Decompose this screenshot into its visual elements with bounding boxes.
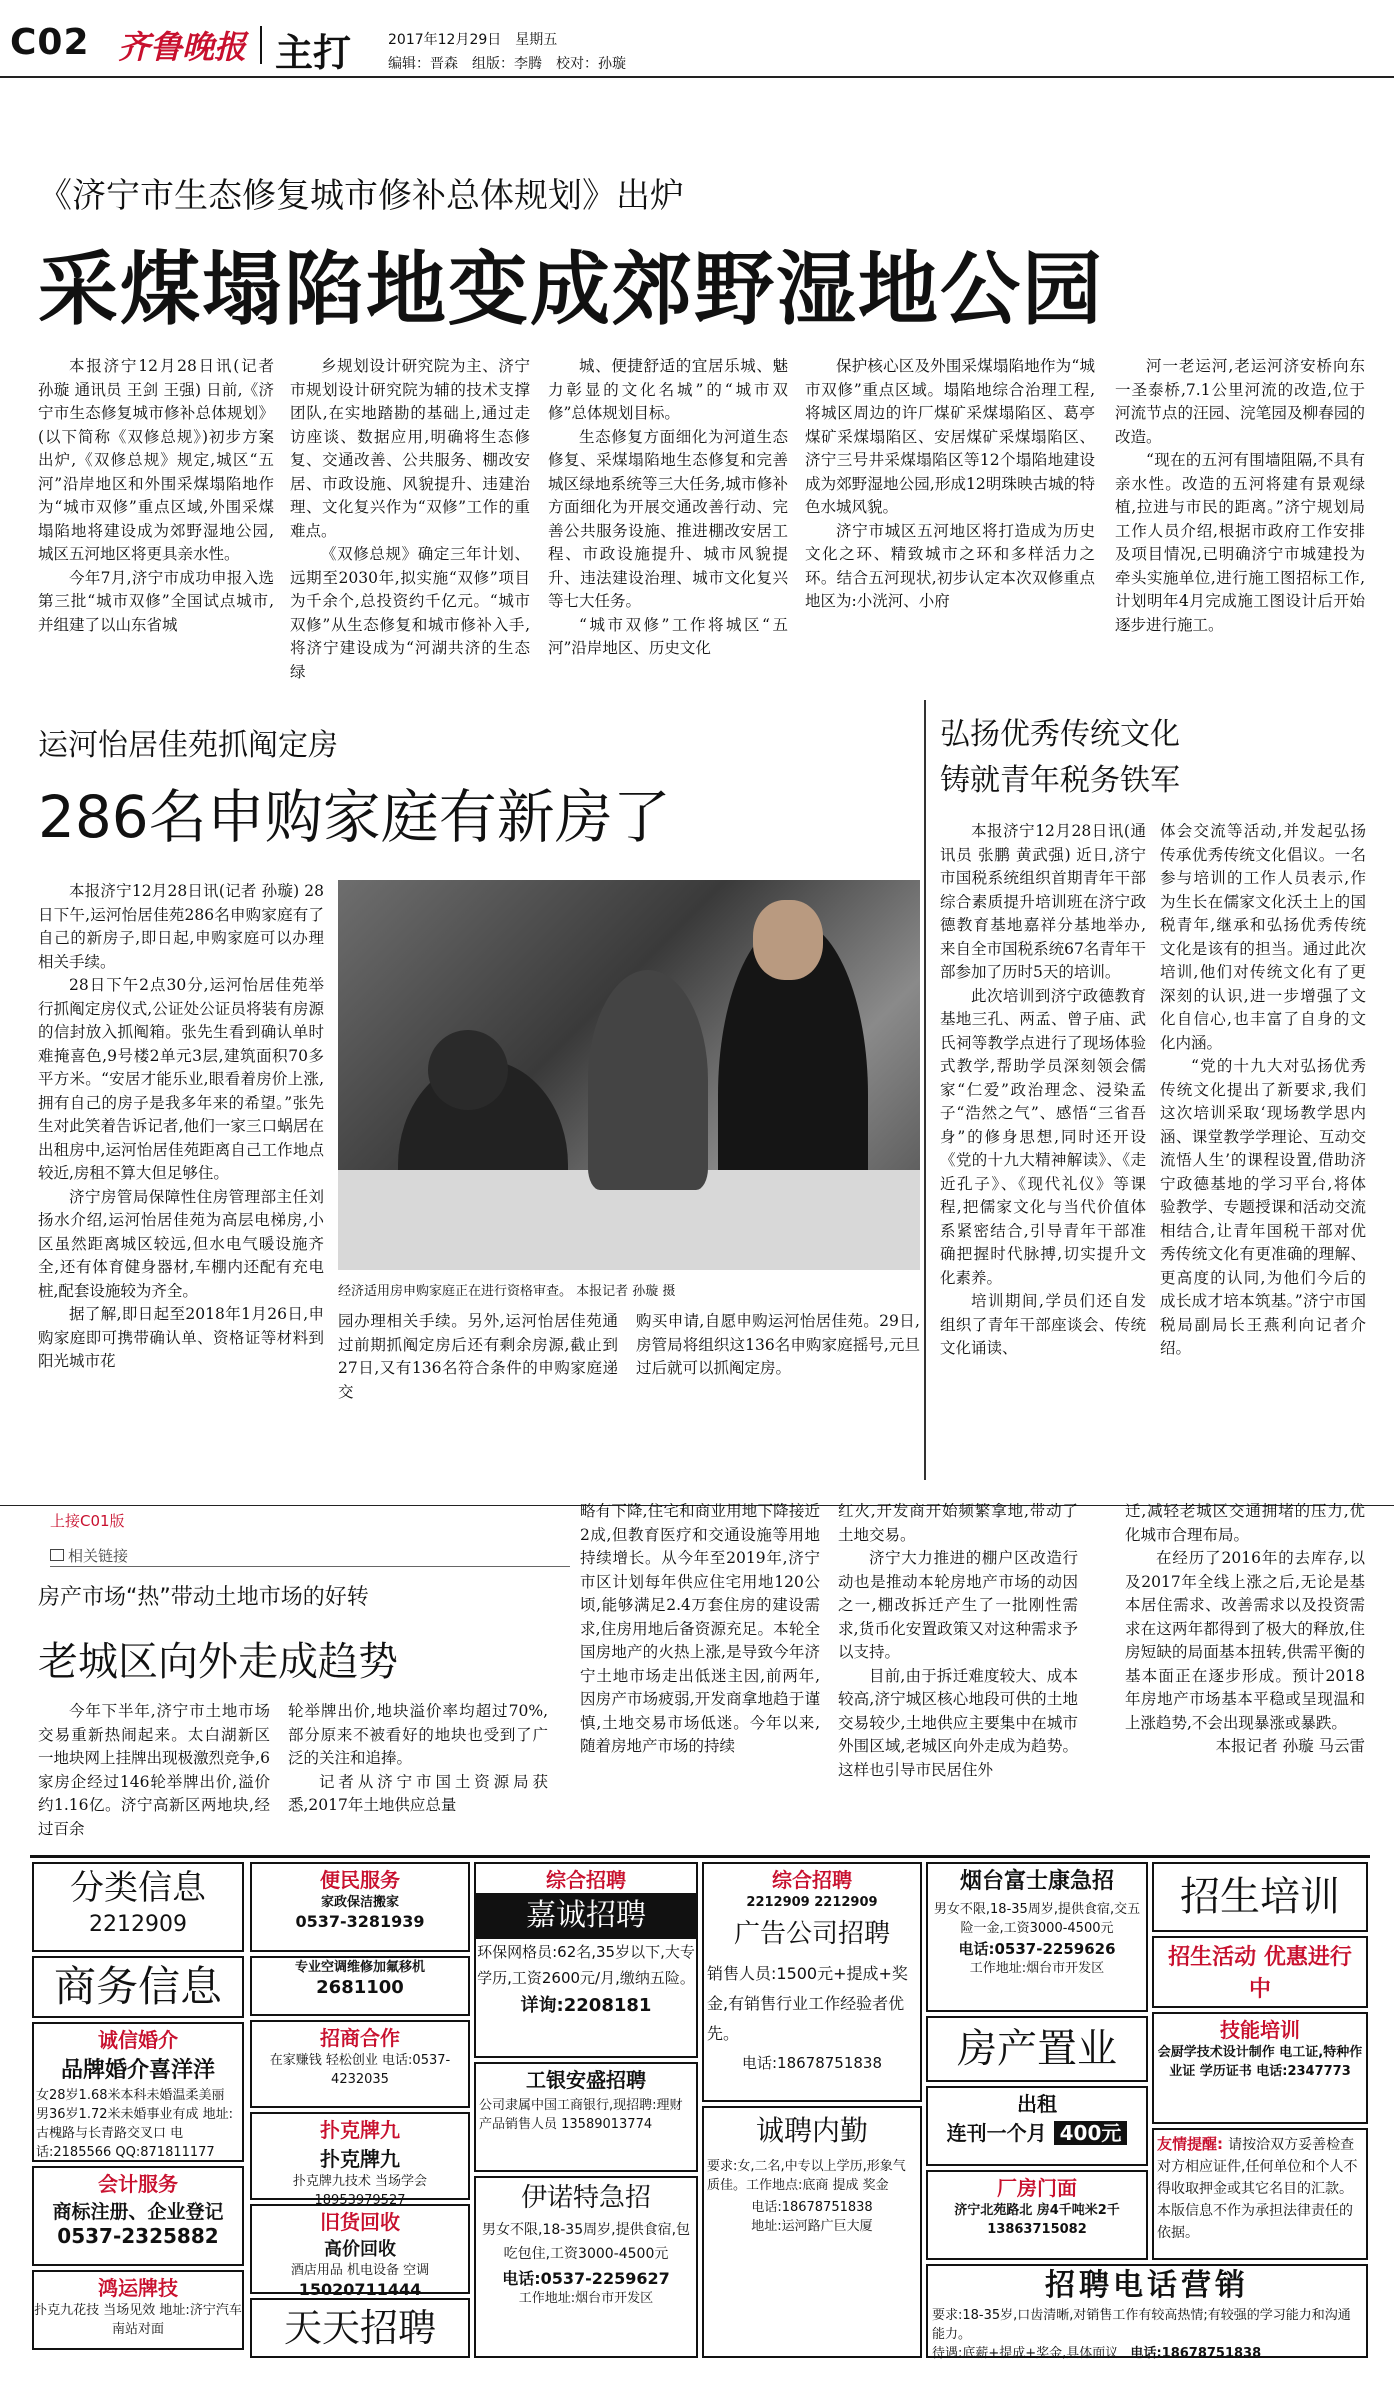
article2-col3: 购买申请,自愿申购运河怡居佳苑。29日,房管局将组织这136名申购家庭摇号,元旦过后就可以抓阄定房。 — [636, 1312, 920, 1377]
ad-chengxin: 诚聘内勤 要求:女,二名,中专以上学历,形象气质佳。工作地点:底商 提成 奖金 电话:18678751838 地址:运河路广巨大厦 — [702, 2106, 922, 2358]
ad-hongyun: 鸿运牌技 扑克九花技 当场见效 地址:济宁汽车南站对面 — [32, 2270, 244, 2350]
ads-rule — [30, 1855, 1370, 1858]
article1-col2: 乡规划设计研究院为主、济宁市规划设计研究院为辅的技术支撑团队,在实地踏勘的基础上,通过走访座谈、数据应用,明确将生态修复、交通改善、公共服务、棚改安居、市政设施、风貌提升、违建治理、文化复兴作为“双修”工作的重难点。 《双修总规》确定三年计划、远期至2030年,拟实施“双修”项目为千余个,总投资约千亿元。“城市双修”从生态修复和城市修补入手,将济宁建设成为“河湖共济的生态绿 — [290, 357, 530, 681]
section-title: 主打 — [275, 31, 352, 75]
header-meta — [388, 28, 626, 76]
article4-col5: 迁,减轻老城区交通拥堵的压力,优化城市合理布局。 在经历了2016年的去库存,以及2017年全线上涨之后,无论是基本居住需求、改善需求以及投资需求在这两年都得到了极大的释放,住房短缺的局面基本扭转,供需平衡的基本面正在逐步形成。预计2018年房地产市场基本平稳或呈现温和上涨趋势,不会出现暴涨或暴跌。 本报记者 孙璇 马云雷 — [1125, 1502, 1365, 1755]
ad-zhaosheng: 招生培训 — [1152, 1862, 1368, 1932]
ad-zhaosheng-promo: 招生活动 优惠进行中 — [1152, 1936, 1368, 2008]
ad-changfang: 厂房门面 济宁北苑路北 房4千吨米2千 13863715082 — [926, 2170, 1148, 2260]
ad-youqing: 友情提醒: 请按洽双方妥善检查对方相应证件,任何单位和个人不得收取押金或其它名目的汇款。本版信息不作为承担法律责任的依据。 — [1152, 2128, 1368, 2260]
article1-pretitle: 《济宁市生态修复城市修补总体规划》出炉 — [38, 176, 684, 216]
column-divider — [924, 700, 926, 1480]
ad-fangchan: 房产置业 — [926, 2016, 1148, 2082]
article4-col4: 红火,开发商开始频繁拿地,带动了土地交易。 济宁大力推进的棚户区改造行动也是推动本轮房地产市场的动因之一,棚改拆迁产生了一批刚性需求,货币化安置政策又对这种需求予以支持。 目前,由于拆迁难度较大、成本较高,济宁城区核心地段可供的土地交易较少,土地供应主要集中在城市外围区域,老城区向外走成为趋势。这样也引导市民居住外 — [838, 1502, 1078, 1779]
continued-from: 上接C01版 — [50, 1512, 125, 1530]
ad-guanggao: 综合招聘 2212909 2212909 广告公司招聘 销售人员:1500元+提成+奖金,有销售行业工作经验者优先。 电话:18678751838 — [702, 1862, 922, 2102]
header-divider — [260, 26, 262, 64]
article2-col1: 本报济宁12月28日讯(记者 孙璇) 28日下午,运河怡居佳苑286名申购家庭有了自己的新房子,即日起,申购家庭可以办理相关手续。 28日下午2点30分,运河怡居佳苑举行抓阄定房仪式,公证处公证员将装有房源的信封放入抓阄箱。张先生看到确认单时难掩喜色,9号楼2单元3层,建筑面积70多平方米。“安居才能乐业,眼看着房价上涨,拥有自己的房子是我多年来的希望。”张先生对此笑着告诉记者,他们一家三口蜗居在出租房中,运河怡居佳苑距离自己工作地点较近,房租不算大但足够住。 济宁房管局保障性住房管理部主任刘扬水介绍,运河怡居佳苑为高层电梯房,小区虽然距离城区较远,但水电气暖设施齐全,还有体育健身器材,车棚内还配有充电桩,配套设施较为齐全。 据了解,即日起至2018年1月26日,申购家庭即可携带确认单、资格证等材料到阳光城市花 — [38, 882, 324, 1370]
article1-col4: 保护核心区及外围采煤塌陷地作为“城市双修”重点区域。塌陷地综合治理工程,将城区周边的许厂煤矿采煤塌陷区、葛亭煤矿采煤塌陷区、安居煤矿采煤塌陷区、济宁三号井采煤塌陷区等12个塌陷地建设成为郊野湿地公园,形成12明珠映古城的特色水城风貌。 济宁市城区五河地区将打造成为历史文化之环、精致城市之环和多样活力之环。结合五河现状,初步认定本次双修重点地区为:小洸河、小府 — [805, 357, 1095, 610]
article4-col2: 轮举牌出价,地块溢价率均超过70%,部分原来不被看好的地块也受到了广泛的关注和追捧。 记者从济宁市国土资源局获悉,2017年土地供应总量 — [288, 1702, 548, 1814]
ad-puke: 扑克牌九 扑克牌九 扑克牌九技术 当场学会 18953979527 — [250, 2112, 470, 2200]
article4-col3: 略有下降,住宅和商业用地下降接近2成,但教育医疗和交通设施等用地持续增长。从今年至2019年,济宁市区计划每年供应住宅用地120公顷,能够满足2.4万套住房的建设需求,住房用地后备资源充足。本轮全国房地产的火热上涨,是导致今年济宁土地市场走出低迷主因,前两年,因房产市场疲弱,开发商拿地趋于谨慎,土地交易市场低迷。今年以来,随着房地产市场的持续 — [580, 1502, 820, 1755]
ad-yinuo: 伊诺特急招 男女不限,18-35周岁,提供食宿,包吃包住,工资3000-4500元 电话:0537-2259627 工作地址:烟台市开发区 — [474, 2176, 698, 2358]
newspaper-logo: 齐鲁晚报 — [118, 28, 247, 66]
article3-headline: 弘扬优秀传统文化 铸就青年税务铁军 — [940, 717, 1180, 798]
article2-col2: 园办理相关手续。另外,运河怡居佳苑通过前期抓阄定房后还有剩余房源,截止到27日,又有136名符合条件的申购家庭递交 — [338, 1312, 618, 1401]
page-number: C02 — [10, 22, 90, 63]
editors-line: 编辑：晋森 组版：李腾 校对：孙璇 — [388, 56, 626, 72]
ad-hunjie: 诚信婚介 品牌婚介喜洋洋 女28岁1.68米本科未婚温柔美丽 男36岁1.72米未婚事业有成 地址:古槐路与长青路交叉口 电话:2185566 QQ:871811177 — [32, 2022, 244, 2162]
issue-date: 2017年12月29日 星期五 — [388, 32, 558, 48]
article3-col2: 体会交流等活动,并发起弘扬传承优秀传统文化倡议。一名参与培训的工作人员表示,作为生长在儒家文化沃土上的国税青年,继承和弘扬优秀传统文化是该有的担当。通过此次培训,他们对传统文化有了更深刻的认识,进一步增强了文化自信心,也丰富了自身的文化内涵。 “党的十九大对弘扬优秀传统文化提出了新要求,我们这次培训采取‘现场教学思内涵、课堂教学学理论、互动交流悟人生’的课程设置,借助济宁政德基地的学习平台,将体验教学、专题授课和活动交流相结合,让青年国税干部对优秀传统文化有更准确的理解、更高度的认同,为他们今后的成长成才培本筑基。”济宁市国税局副局长王燕利向记者介绍。 — [1160, 822, 1366, 1357]
ad-jiacheng: 综合招聘 嘉诚招聘 环保网格员:62名,35岁以下,大专学历,工资2600元/月,缴纳五险。 详询:2208181 — [474, 1862, 698, 2058]
ad-zhaoshang: 招商合作 在家赚钱 轻松创业 电话:0537-4232035 — [250, 2020, 470, 2108]
link-icon — [50, 1549, 64, 1561]
ad-gonghang: 工银安盛招聘 公司隶属中国工商银行,现招聘:理财产品销售人员 13589013774 — [474, 2062, 698, 2172]
ad-shangwu: 商务信息 — [32, 1956, 244, 2018]
ad-kuaiji: 会计服务 商标注册、企业登记 0537-2325882 — [32, 2166, 244, 2266]
photo-caption: 经济适用房申购家庭正在进行资格审查。 本报记者 孙璇 摄 — [338, 1284, 676, 1299]
ad-chuzu: 出租 连刊一个月 400元 — [926, 2086, 1148, 2166]
article1-col3: 城、便捷舒适的宜居乐城、魅力彰显的文化名城”的“城市双修”总体规划目标。 生态修复方面细化为河道生态修复、采煤塌陷地生态修复和完善城区绿地系统等三大任务,城市修补方面细化为开展交通改善行动、完善公共服务设施、推进棚改安居工程、市政设施提升、城市风貌提升、违法建设治理、城市文化复兴等七大任务。 “城市双修”工作将城区“五河”沿岸地区、历史文化 — [548, 357, 788, 657]
article2-pretitle: 运河怡居佳苑抓阄定房 — [38, 728, 338, 763]
article4-pretitle: 房产市场“热”带动土地市场的好转 — [38, 1585, 369, 1610]
article1-headline: 采煤塌陷地变成郊野湿地公园 — [38, 242, 1104, 336]
article2-headline: 286名申购家庭有新房了 — [38, 783, 671, 851]
ad-fushikang: 烟台富士康急招 男女不限,18-35周岁,提供食宿,交五险一金,工资3000-4500元 电话:0537-2259626 工作地址:烟台市开发区 — [926, 1862, 1148, 2012]
related-link: 相关链接 — [50, 1545, 570, 1567]
ad-tiantian: 天天招聘 — [250, 2298, 470, 2358]
article1-col1: 本报济宁12月28日讯(记者 孙璇 通讯员 王剑 王强) 日前,《济宁市生态修复城市修补总体规划》(以下简称《双修总规》)初步方案出炉,《双修总规》规定,城区“五河”沿岸地区和外围采煤塌陷地作为“城市双修”重点区域,外围采煤塌陷地将建设成为郊野湿地公园,城区五河地区将更具亲水性。 今年7月,济宁市成功申报入选第三批“城市双修”全国试点城市,并组建了以山东省城 — [38, 357, 274, 634]
ad-bianmin: 便民服务 家政保洁搬家 0537-3281939 — [250, 1862, 470, 1952]
article3-col1: 本报济宁12月28日讯(通讯员 张鹏 黄武强) 近日,济宁市国税系统组织首期青年干部综合素质提升培训班在济宁政德教育基地嘉祥分基地举办,来自全市国税系统67名青年干部参加了历时5天的培训。 此次培训到济宁政德教育基地三孔、两孟、曾子庙、武氏祠等教学点进行了现场体验式教学,帮助学员深刻领会儒家“仁爱”政治理念、浸染孟子“浩然之气”、感悟“三省吾身”的修身思想,同时还开设《党的十九大精神解读》、《走近孔子》、《现代礼仪》等课程,把儒家文化与当代价值体系紧密结合,引导青年干部准确把握时代脉搏,切实提升文化素养。 培训期间,学员们还自发组织了青年干部座谈会、传统文化诵读、 — [940, 822, 1146, 1357]
article4-col1: 今年下半年,济宁市土地市场交易重新热闹起来。太白湖新区一地块网上挂牌出现极激烈竞争,6家房企经过146轮举牌出价,溢价约1.16亿。济宁高新区两地块,经过百余 — [38, 1702, 270, 1838]
ad-jineng: 技能培训 会厨学技术设计制作 电工证,特种作业证 学历证书 电话:2347773 — [1152, 2012, 1368, 2124]
article1-col5: 河一老运河,老运河济安桥向东一圣泰桥,7.1公里河流的改造,位于河流节点的汪园、浣笔园及柳春园的改造。 “现在的五河有围墙阻隔,不具有亲水性。改造的五河将建有景观绿植,拉进与市民的距离。”济宁规划局工作人员介绍,根据市政府工作安排及项目情况,已明确济宁市城建投为牵头实施单位,进行施工图招标工作,计划明年4月完成施工图设计后开始逐步进行施工。 — [1115, 357, 1365, 634]
housing-photo — [338, 880, 920, 1270]
ad-bianmin2: 专业空调维修加氟移机 2681100 — [250, 1956, 470, 2016]
article4-headline: 老城区向外走成趋势 — [38, 1639, 398, 1685]
ad-fenlei: 分类信息 2212909 — [32, 1862, 244, 1952]
header-rule — [0, 76, 1394, 78]
ad-jiuhuo: 旧货回收 高价回收 酒店用品 机电设备 空调 15020711444 — [250, 2204, 470, 2294]
ad-zhaopin: 招聘电话营销 要求:18-35岁,口齿清晰,对销售工作有较高热情;有较强的学习能力和沟通能力。 待遇:底薪+提成+奖金,具体面议 电话:18678751838 — [926, 2264, 1368, 2358]
